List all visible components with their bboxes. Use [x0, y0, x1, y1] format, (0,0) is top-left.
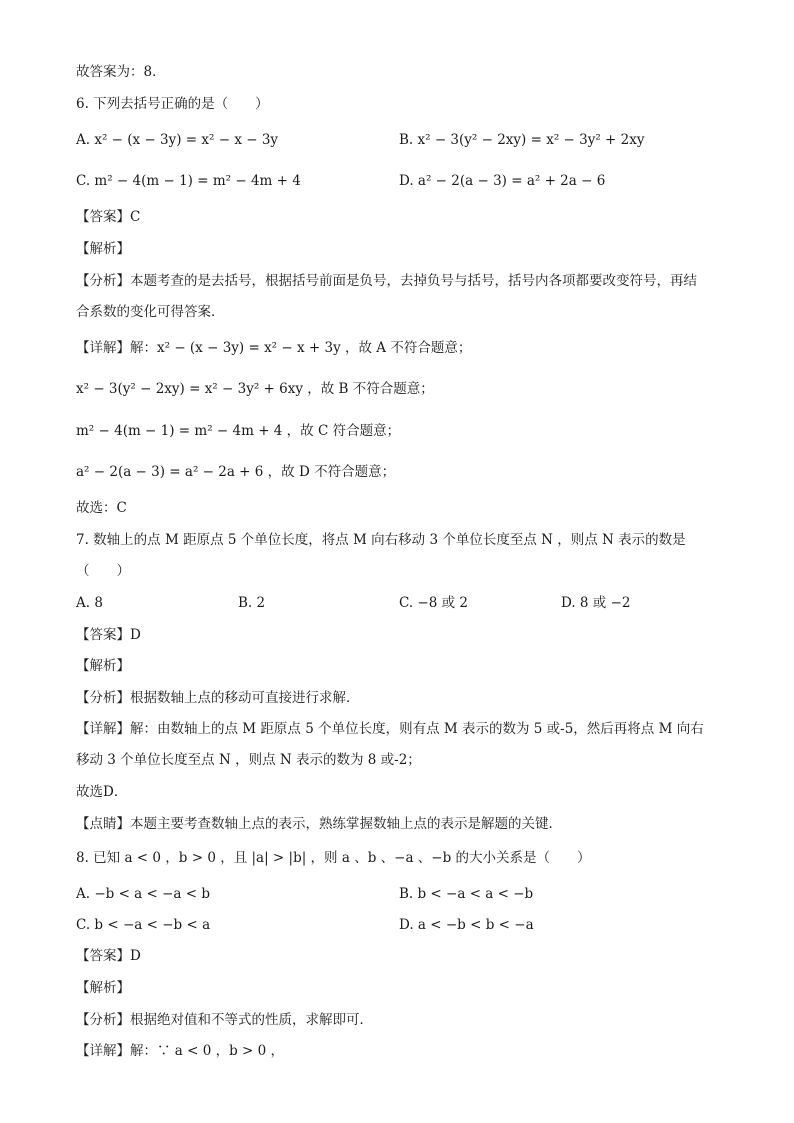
question-6-option-c: C. m² − 4(m − 1) = m² − 4m + 4 [76, 173, 301, 189]
question-8-stem: 8. 已知 a < 0 ，b > 0 ，且 |a| > |b| ，则 a 、b 、−a 、−b 的大小关系是（ ） [76, 850, 591, 866]
question-7-selection: 故选D． [76, 784, 128, 800]
question-7-option-d: D. 8 或 −2 [561, 595, 631, 611]
question-7-stem-line-2: （ ） [76, 563, 130, 579]
question-8-answer: 【答案】D [76, 948, 141, 964]
question-7-comment: 【点睛】本题主要考查数轴上点的表示，熟练掌握数轴上点的表示是解题的关键． [76, 816, 562, 832]
question-7-detail-line-1: 【详解】解：由数轴上的点 M 距原点 5 个单位长度，则有点 M 表示的数为 5 或-5，然后再将点 M 向右 [76, 721, 704, 737]
question-7-analysis-heading: 【解析】 [76, 658, 130, 674]
answer-line: 故答案为：8． [76, 64, 166, 80]
question-6-option-d: D. a² − 2(a − 3) = a² + 2a − 6 [399, 173, 606, 189]
question-8-analysis-heading: 【解析】 [76, 980, 130, 996]
question-7-stem-line-1: 7. 数轴上的点 M 距原点 5 个单位长度，将点 M 向右移动 3 个单位长度至点 N ，则点 N 表示的数是 [76, 532, 686, 548]
question-6-detail-line-1: 【详解】解：x² − (x − 3y) = x² − x + 3y ，故 A 不符合题意； [76, 340, 472, 356]
question-7-option-c: C. −8 或 2 [399, 595, 469, 611]
question-6-detail-line-2: x² − 3(y² − 2xy) = x² − 3y² + 6xy ，故 B 不符合题意； [76, 381, 434, 397]
question-6-analysis-line-1: 【分析】本题考查的是去括号，根据括号前面是负号，去掉负号与括号，括号内各项都要改变符号，再结 [76, 273, 697, 289]
question-6-detail-line-4: a² − 2(a − 3) = a² − 2a + 6 ，故 D 不符合题意； [76, 464, 396, 480]
question-6-selection: 故选：C [76, 500, 127, 516]
question-8-option-d: D. a < −b < b < −a [399, 917, 534, 933]
question-6-analysis-heading: 【解析】 [76, 241, 130, 257]
question-8-option-c: C. b < −a < −b < a [76, 917, 211, 933]
question-7-answer: 【答案】D [76, 627, 141, 643]
question-6-analysis-line-2: 合系数的变化可得答案． [76, 304, 225, 320]
question-6-detail-line-3: m² − 4(m − 1) = m² − 4m + 4 ，故 C 符合题意； [76, 423, 401, 439]
question-8-detail-line-1: 【详解】解：∵ a < 0 ，b > 0 ， [76, 1043, 285, 1059]
question-6-stem: 6. 下列去括号正确的是（ ） [76, 96, 269, 112]
question-8-option-a: A. −b < a < −a < b [76, 886, 211, 902]
question-7-analysis: 【分析】根据数轴上点的移动可直接进行求解． [76, 690, 360, 706]
question-7-option-b: B. 2 [238, 595, 266, 611]
question-6-answer: 【答案】C [76, 209, 141, 225]
question-6-option-a: A. x² − (x − 3y) = x² − x − 3y [76, 132, 279, 148]
question-8-analysis: 【分析】根据绝对值和不等式的性质，求解即可． [76, 1012, 373, 1028]
question-7-detail-line-2: 移动 3 个单位长度至点 N ，则点 N 表示的数为 8 或-2； [76, 752, 421, 768]
question-8-option-b: B. b < −a < a < −b [399, 886, 534, 902]
question-6-option-b: B. x² − 3(y² − 2xy) = x² − 3y² + 2xy [399, 132, 645, 148]
question-7-option-a: A. 8 [76, 595, 103, 611]
